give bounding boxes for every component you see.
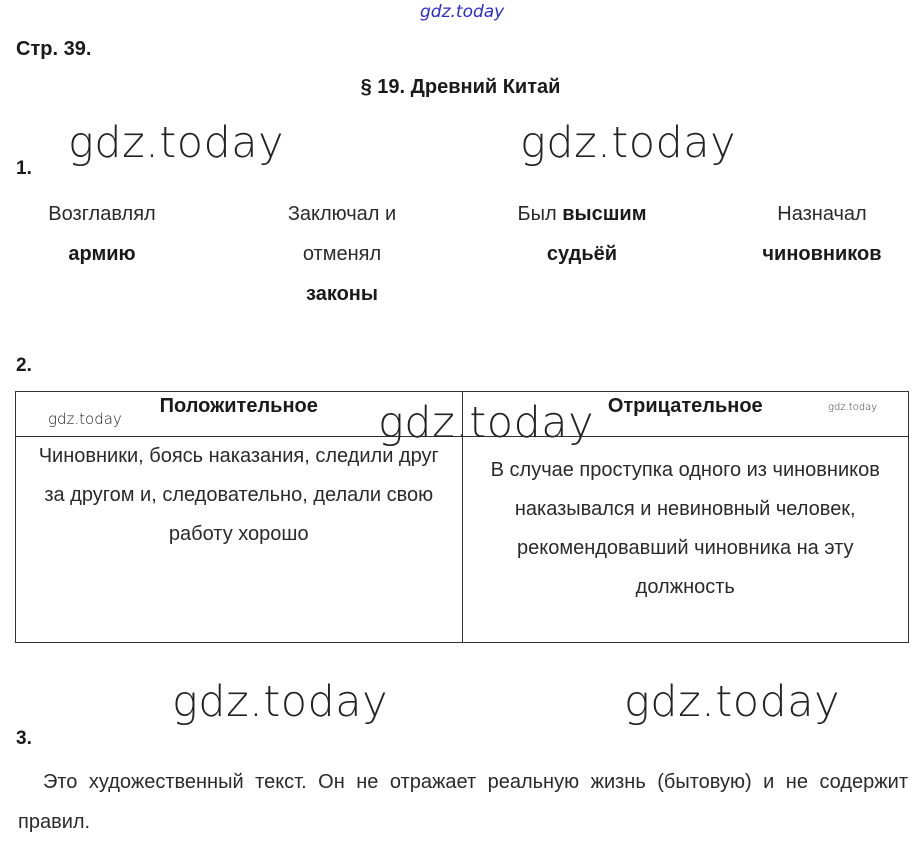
watermark: gdz.today — [172, 677, 389, 727]
duty-keyword: судьёй — [546, 243, 618, 265]
duty-text: Был — [517, 203, 557, 225]
duty-text: Возглавлял — [48, 203, 156, 225]
page-label: Стр. 39. — [16, 38, 92, 60]
duty-column — [490, 194, 674, 274]
watermark: gdz.today — [520, 118, 737, 168]
task-number: 1. — [16, 158, 32, 179]
duty-keyword: высшим — [562, 203, 647, 225]
table-cell: Чиновники, боясь наказания, следили друг за другом и, следовательно, делали свою работу хорошо — [16, 437, 463, 643]
watermark: gdz.today — [48, 410, 122, 428]
watermark: gdz.today — [828, 402, 878, 413]
table-header: Положительное — [16, 392, 463, 437]
duty-column — [742, 194, 902, 274]
watermark: gdz.today — [624, 677, 841, 727]
duty-keyword: чиновников — [762, 243, 882, 265]
duty-line — [490, 194, 674, 234]
watermark: gdz.today — [378, 398, 595, 448]
duty-column — [22, 194, 182, 274]
answer-text: Это художественный текст. Он не отражает реальную жизнь (бытовую) и не содержит правил. — [18, 771, 908, 833]
task-number: 3. — [16, 728, 32, 749]
watermark: gdz.today — [68, 118, 285, 168]
duty-text: Назначал — [777, 203, 867, 225]
table-cell: В случае проступка одного из чиновников наказывался и невиновный человек, рекомендовавший чиновника на эту должность — [462, 437, 909, 643]
task-number: 2. — [16, 355, 32, 376]
duty-column — [262, 194, 422, 314]
section-title: § 19. Древний Китай — [360, 76, 561, 98]
duty-text: Заключал и отменял — [287, 203, 397, 265]
watermark-top: gdz.today — [420, 2, 505, 22]
duty-keyword: армию — [68, 243, 136, 265]
table-header: Отрицательное — [462, 392, 909, 437]
duty-keyword: законы — [306, 283, 378, 305]
